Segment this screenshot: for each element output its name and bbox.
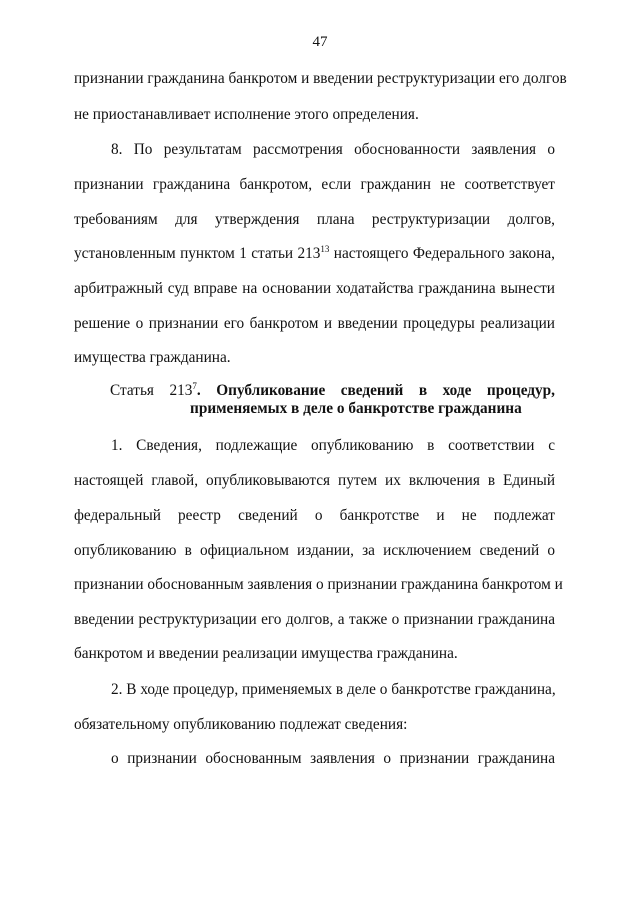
- paragraph-1-line-2: настоящей главой, опубликовываются путем их включения в Единый: [74, 472, 555, 489]
- page-number: 47: [312, 34, 328, 50]
- paragraph-1-line-6: введении реструктуризации его долгов, а также о признании гражданина: [74, 611, 555, 628]
- paragraph-8-line-3: требованиям для утверждения плана реструктуризации долгов,: [74, 211, 555, 228]
- article-heading-line-1: [110, 382, 555, 400]
- paragraph-8-line-4-text-b: настоящего Федерального закона,: [329, 245, 555, 262]
- article-heading-line-2: применяемых в деле о банкротстве гражданина: [190, 400, 522, 417]
- article-title-part-1: . Опубликование сведений в ходе процедур,: [196, 382, 555, 399]
- paragraph-2-line-2: обязательному опубликованию подлежат сведения:: [74, 716, 408, 733]
- article-number: Статья 213: [110, 382, 193, 399]
- paragraph-8-line-2: признании гражданина банкротом, если гражданин не соответствует: [74, 176, 555, 193]
- paragraph-2-line-1: 2. В ходе процедур, применяемых в деле о банкротстве гражданина,: [111, 681, 556, 698]
- paragraph-1-line-4: опубликованию в официальном издании, за исключением сведений о: [74, 542, 555, 559]
- paragraph-1-line-7: банкротом и введении реализации имущества гражданина.: [74, 645, 458, 662]
- paragraph-1-line-1: 1. Сведения, подлежащие опубликованию в соответствии с: [111, 437, 555, 454]
- paragraph-2-line-3: о признании обоснованным заявления о признании гражданина: [111, 750, 555, 767]
- paragraph-intro-line-1: признании гражданина банкротом и введении реструктуризации его долгов: [74, 70, 567, 87]
- paragraph-8-line-6: решение о признании его банкротом и введении процедуры реализации: [74, 315, 555, 332]
- article-superscript: 7: [192, 381, 197, 391]
- paragraph-8-line-5: арбитражный суд вправе на основании ходатайства гражданина вынести: [74, 280, 555, 297]
- paragraph-8-line-4-text-a: установленным пунктом 1 статьи 213: [74, 245, 321, 262]
- paragraph-1-line-5: признании обоснованным заявления о признании гражданина банкротом и: [74, 576, 563, 593]
- paragraph-8-line-1: 8. По результатам рассмотрения обоснованности заявления о: [111, 141, 555, 158]
- superscript-13: 13: [320, 244, 330, 254]
- paragraph-1-line-3: федеральный реестр сведений о банкротстве и не подлежат: [74, 507, 555, 524]
- paragraph-8-line-7: имущества гражданина.: [74, 349, 231, 366]
- paragraph-intro-line-2: не приостанавливает исполнение этого определения.: [74, 106, 419, 123]
- paragraph-8-line-4: [74, 245, 555, 263]
